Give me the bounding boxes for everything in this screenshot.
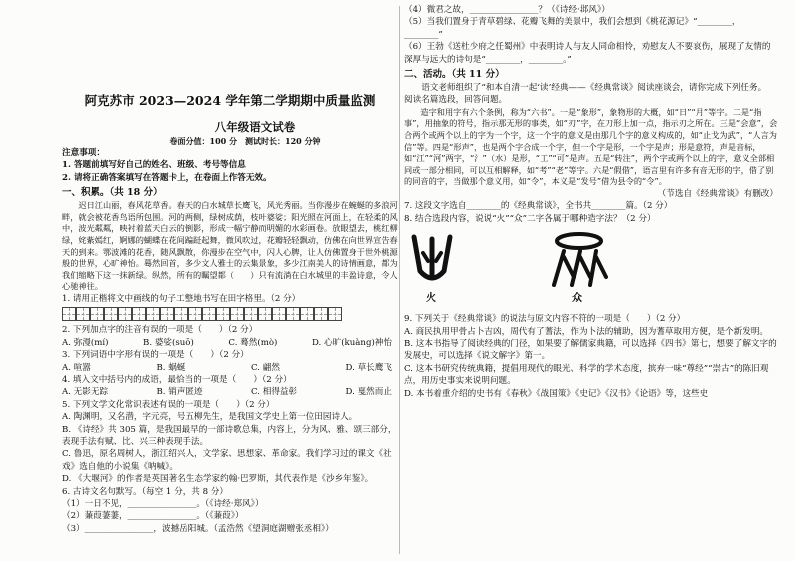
ancient-glyphs	[404, 227, 778, 313]
exam-subtitle: 八年级语文试卷	[214, 120, 296, 134]
grid-cell[interactable]	[104, 307, 118, 321]
glyph-label-fire: 火	[426, 293, 436, 305]
option-c: C. 相得益彰	[251, 387, 298, 398]
question-4-options	[62, 386, 398, 398]
option-a: A. 陶渊明，又名潜，字元亮，号五柳先生，是我国文学史上第一位田园诗人。	[62, 412, 358, 423]
fill-line: （5）当我们置身于青草碧绿、花瓣飞舞的美景中，我们会想到《桃花源记》“________，________”	[404, 17, 741, 40]
column-divider	[399, 6, 400, 554]
option-a: A. 喧嚣	[62, 362, 91, 373]
option-d: D. 心旷(kuàng)神怡	[311, 337, 392, 348]
option-b: B. 《诗经》共 305 篇，是我国最早的一部诗歌总集，内容上，分为风、雅、颂三部分，表现手法有赋、比、兴三种表现手法。	[62, 424, 397, 448]
grid-cell[interactable]	[90, 307, 104, 321]
classic-passage: 造字和用字有六个条例，称为“六书”。一是“象形”，象物形的大概，如“日”“月”等字。二是“指事”，用抽象的符号，指示那无形的事类，如“刃”字，在刀形上加一点，指示刃之所在。三是“会意”，会合两个或两个以上的字为一个字，这一个字的意义是由那几个字的意义构成的，如“止戈为武”，“人言为信”等。四是“形声”，也是两个字合成一个字，但一个字是形，一个字是声；形是意符，声是音标，如“江”“河”两字，“氵”（水）是形，“工”“可”是声。五是“转注”，两个字或两个以上的字，意义全部相同或一部分相同，可以互相解释，如“考”“老”等字。六是“假借”，语言里有许多有音无形的字，借了别的同音的字，当做那个意义用，如“令”，本义是“发号”借为县令的“令”。	[404, 106, 778, 187]
right-column	[404, 4, 778, 400]
fill-line: （2）蒹葭萋萋，________________。（《蒹葭》）	[62, 511, 244, 522]
question-1: 1. 请用正楷将文中画线的句子工整地书写在田字格里。（2 分）	[62, 293, 301, 304]
grid-cell[interactable]	[272, 307, 286, 321]
option-c: C. 这本书研究传统典籍，提倡用现代的眼光、科学的学术态度，摈弃一味“尊经”“崇古”的陈旧观点，用历史事实来说明问题。	[404, 363, 769, 387]
question-5: 5. 下列文学文化常识表述有误的一项是（ ）（2 分）	[62, 399, 275, 410]
option-b: B. 蜗蜒	[156, 362, 186, 373]
grid-cell[interactable]	[216, 307, 230, 321]
option-a: A. 弥漫(mí)	[62, 337, 109, 348]
question-6: 6. 古诗文名句默写。（每空 1 分，共 8 分）	[62, 486, 228, 497]
option-d: D. 《大堰河》的作者是英国著名生态学家约翰·巴罗斯，其代表作是《沙乡年鉴》。	[62, 474, 374, 485]
option-d: D. 草长鹰飞	[345, 362, 392, 373]
grid-cell[interactable]	[258, 307, 272, 321]
grid-cell[interactable]	[202, 307, 216, 321]
question-2-options	[62, 337, 398, 349]
fire-glyph-icon	[410, 231, 454, 289]
question-3-options	[62, 362, 398, 374]
option-b: B. 这本书指导了阅读经典的门径，如果要了解儒家典籍，可以选择《四书》第七，想要了解文字的发展史，可以选择《说文解字》第一。	[404, 339, 777, 362]
question-2: 2. 下列加点字的注音有误的一项是（ ）（2 分）	[62, 325, 258, 336]
note-item: 1. 答题前填写好自己的姓名、班级、考号等信息	[62, 160, 246, 171]
glyph-label-crowd: 众	[572, 293, 582, 305]
fill-line: （1）一日不见，________________。（《诗经·郑风》）	[62, 499, 264, 510]
grid-cell[interactable]	[174, 307, 188, 321]
grid-cell[interactable]	[300, 307, 314, 321]
question-7: 7. 这段文字选自________的《经典常谈》，全书共________篇。（2 分）	[404, 201, 673, 212]
exam-meta: 卷面分值：100 分 测试时长：120 分钟	[169, 136, 321, 146]
section-heading-1: 一、积累。（共 18 分）	[62, 187, 163, 199]
grid-cell[interactable]	[244, 307, 258, 321]
grid-cell[interactable]	[314, 307, 328, 321]
option-c: C. 鲁迅，原名周树人，浙江绍兴人，文学家、思想家、革命家。我们学习过的课文《社戏》选自他的小说集《呐喊》。	[62, 449, 392, 472]
option-c: C. 蓦然(mò)	[228, 337, 278, 348]
activity-intro: 语文老师组织了“和本自清一起‘读’经典——《经典常谈》阅读座谈会，请你完成下列任务。	[421, 83, 767, 94]
grid-cell[interactable]	[286, 307, 300, 321]
option-a: A. 无影无踪	[62, 387, 109, 398]
passage-source: （节选自《经典常谈》有删改）	[657, 189, 778, 199]
grid-cell[interactable]	[62, 307, 76, 321]
exam-title: 阿克苏市 2023—2024 学年第二学期期中质量监测	[84, 93, 376, 108]
question-4: 4. 填入文中括号内的成语，最恰当的一项是（ ）（2 分）	[62, 375, 292, 385]
fill-line: （3）________________，波撼岳阳城。（孟浩然《望洞庭湖赠张丞相》）	[62, 523, 334, 534]
grid-cell[interactable]	[118, 307, 132, 321]
grid-cell[interactable]	[160, 307, 174, 321]
reading-instruction: 阅读名篇选段，回答问题。	[404, 95, 508, 106]
grid-cell[interactable]	[230, 307, 244, 321]
notes-heading: 注意事项：	[62, 148, 105, 158]
fill-line: （4）微君之故，________________？（《诗经·邶风》）	[404, 5, 610, 15]
fill-line: （6）王勃《送杜少府之任蜀州》中表明诗人与友人同命相怜，劝慰友人不要哀伤，展现了友情的深厚与远大的诗句是“________，________。”	[404, 42, 771, 65]
left-column	[62, 4, 398, 535]
writing-grid[interactable]	[62, 307, 398, 321]
option-c: C. 翩然	[251, 362, 280, 373]
reading-passage: 迟日江山丽，春风花草香。春天的白水城草长鹰飞，风光秀丽。当你漫步在蜿蜒的多浪河畔，就会被花香鸟语所包围。河的两侧，绿树成荫，枝叶婆娑；阳光照在河面上，在轻柔的风中，波光粼粼，映衬着蓝天白云的倒影，形成一幅宁静而明媚的水彩画卷。放眼望去，桃红柳绿，姹紫嫣红，婀娜的蝴蝶在花间蹁跹起舞，微风吹过，花瓣轻轻飘动，仿佛在向世界宣告春天的到来。鄂波滩的花香，随风飘散，你漫步在空气中，闪人心脾，让人仿佛置身于世外桃源般的世界，心旷神怡。蓦然回首，多少文人雅士的云集景象，多少江南美人的诗情画意，都为我们缩略下这一抹新绿。纵然，所有的瞩望都（ ）只有流淌在白水城里的丰盈诗意，令人心驰神往。	[62, 200, 398, 292]
section-heading-2: 二、活动。（共 11 分）	[404, 69, 505, 81]
option-d: D. 本书着重介绍的史书有《春秋》《战国策》《史记》《汉书》《论语》等，这些史	[404, 388, 709, 399]
option-b: B. 婆娑(suō)	[143, 337, 194, 348]
question-3: 3. 下列词语中字形有误的一项是（ ）（2 分）	[62, 350, 249, 361]
crowd-glyph-icon	[544, 229, 614, 291]
question-9: 9. 下列关于《经典常谈》的说法与原文内容不符的一项是（ ）（2 分）	[404, 314, 686, 325]
grid-cell[interactable]	[188, 307, 202, 321]
grid-cell[interactable]	[146, 307, 160, 321]
grid-cell[interactable]	[328, 307, 342, 321]
option-a: A. 商民执用甲骨占卜吉凶，周代有了蓍法，作为卜法的辅助，因为蓍草取用方便，是个新发明。	[404, 326, 769, 337]
grid-cell[interactable]	[76, 307, 90, 321]
note-item: 2. 请将正确答案填写在答题卡上，在卷面上作答无效。	[62, 172, 272, 183]
grid-cell[interactable]	[132, 307, 146, 321]
question-8: 8. 结合选段内容，说说“火”“众”二字各属于哪种造字法？（2 分）	[404, 213, 656, 224]
option-d: D. 戛然而止	[345, 387, 392, 398]
option-b: B. 销声匿迹	[156, 387, 203, 398]
